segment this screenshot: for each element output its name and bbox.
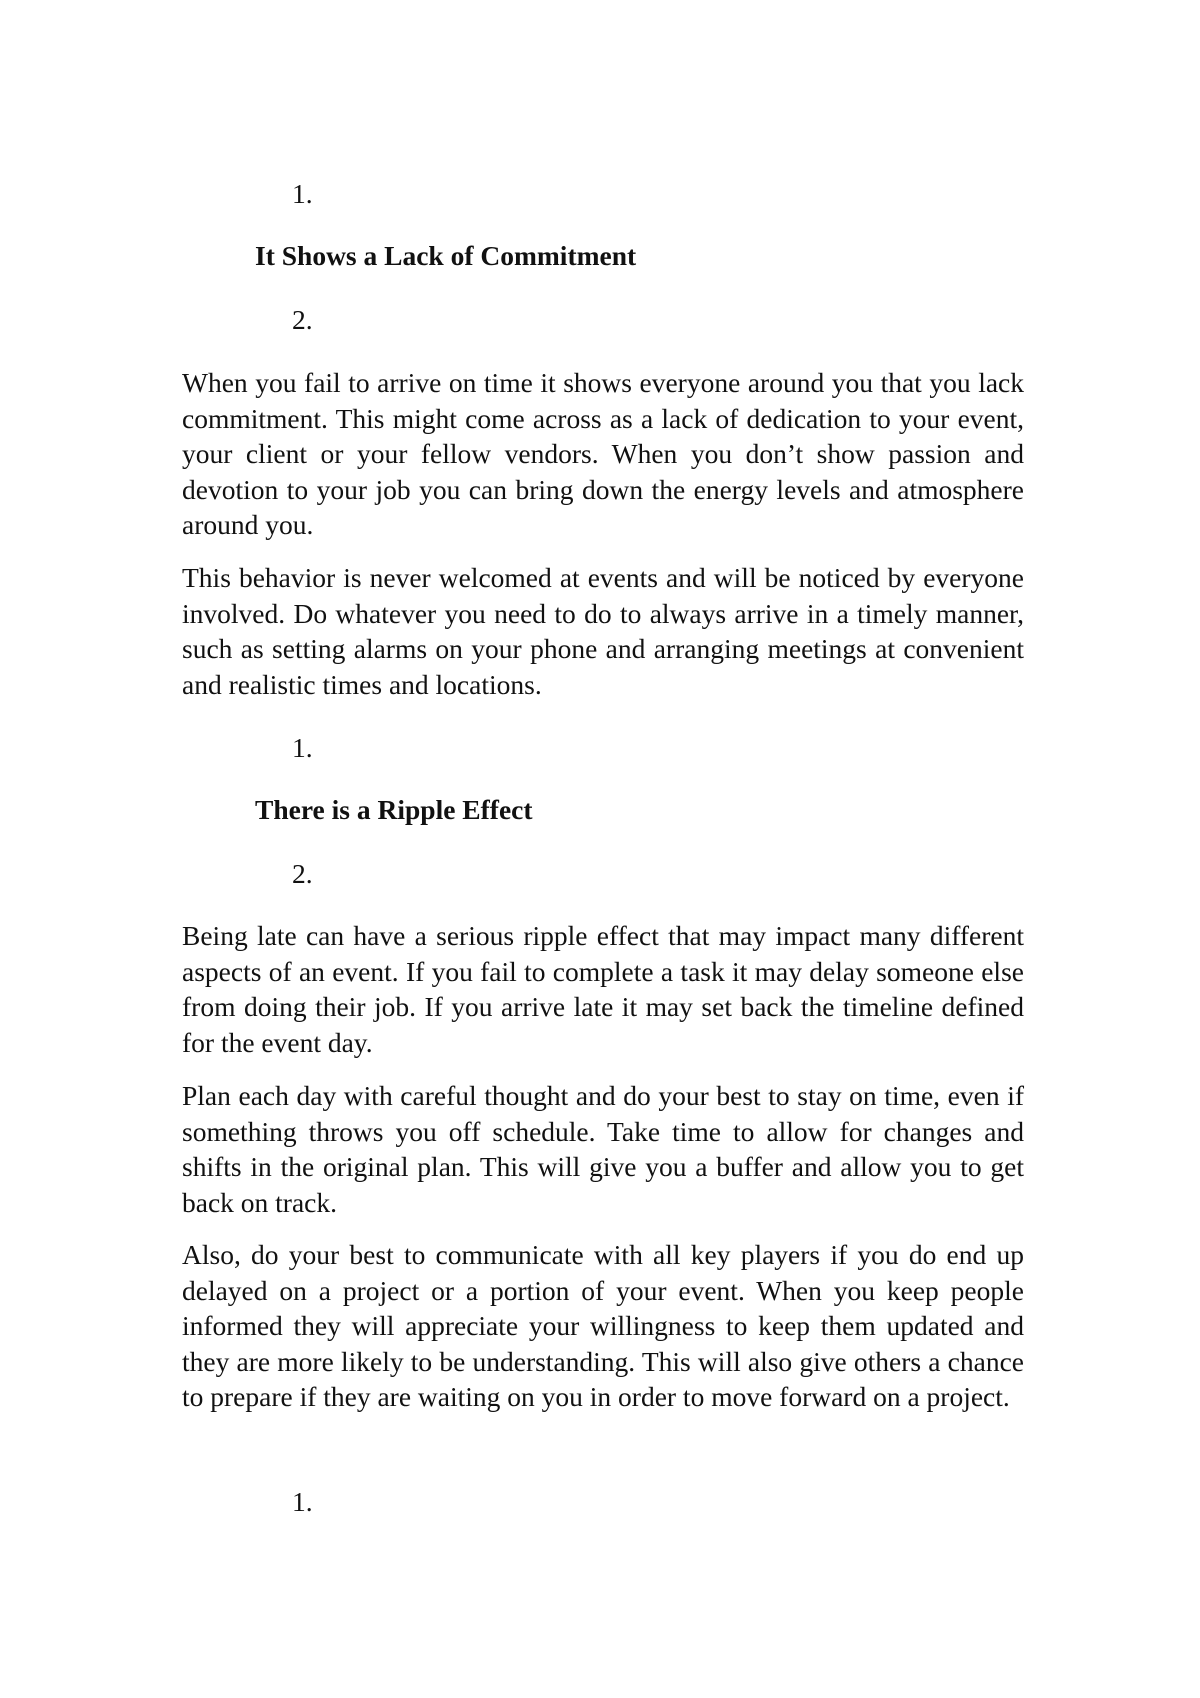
- section-heading: There is a Ripple Effect: [255, 794, 533, 825]
- list-number: 1.: [292, 732, 313, 763]
- list-number: 1.: [292, 1486, 313, 1517]
- list-number: 1.: [292, 178, 313, 209]
- body-paragraph: Being late can have a serious ripple effect that may impact many different aspects of an event. If you fail to complete a task it may delay someone else from doing their job. If you arrive late it may set back the timeline defined for the event day.: [182, 920, 1024, 1058]
- section-heading: It Shows a Lack of Commitment: [255, 240, 637, 271]
- body-paragraph: This behavior is never welcomed at events and will be noticed by everyone involved. Do whatever you need to do to always arrive in a timely manner, such as setting alarms on your phone and arranging meetings at convenient and realistic times and locations.: [182, 562, 1024, 700]
- body-paragraph: Also, do your best to communicate with all key players if you do end up delayed on a project or a portion of your event. When you keep people informed they will appreciate your willingness to keep them updated and they are more likely to be understanding. This will also give others a chance to prepare if they are waiting on you in order to move forward on a project.: [182, 1239, 1024, 1412]
- list-number: 2.: [292, 304, 313, 335]
- list-number: 2.: [292, 858, 313, 889]
- body-paragraph: When you fail to arrive on time it shows everyone around you that you lack commitment. This might come across as a lack of dedication to your event, your client or your fellow vendors. When you don’t show passion and devotion to your job you can bring down the energy levels and atmosphere around you.: [182, 367, 1024, 540]
- body-paragraph: Plan each day with careful thought and do your best to stay on time, even if something throws you off schedule. Take time to allow for changes and shifts in the original plan. This will give you a buffer and allow you to get back on track.: [182, 1080, 1024, 1218]
